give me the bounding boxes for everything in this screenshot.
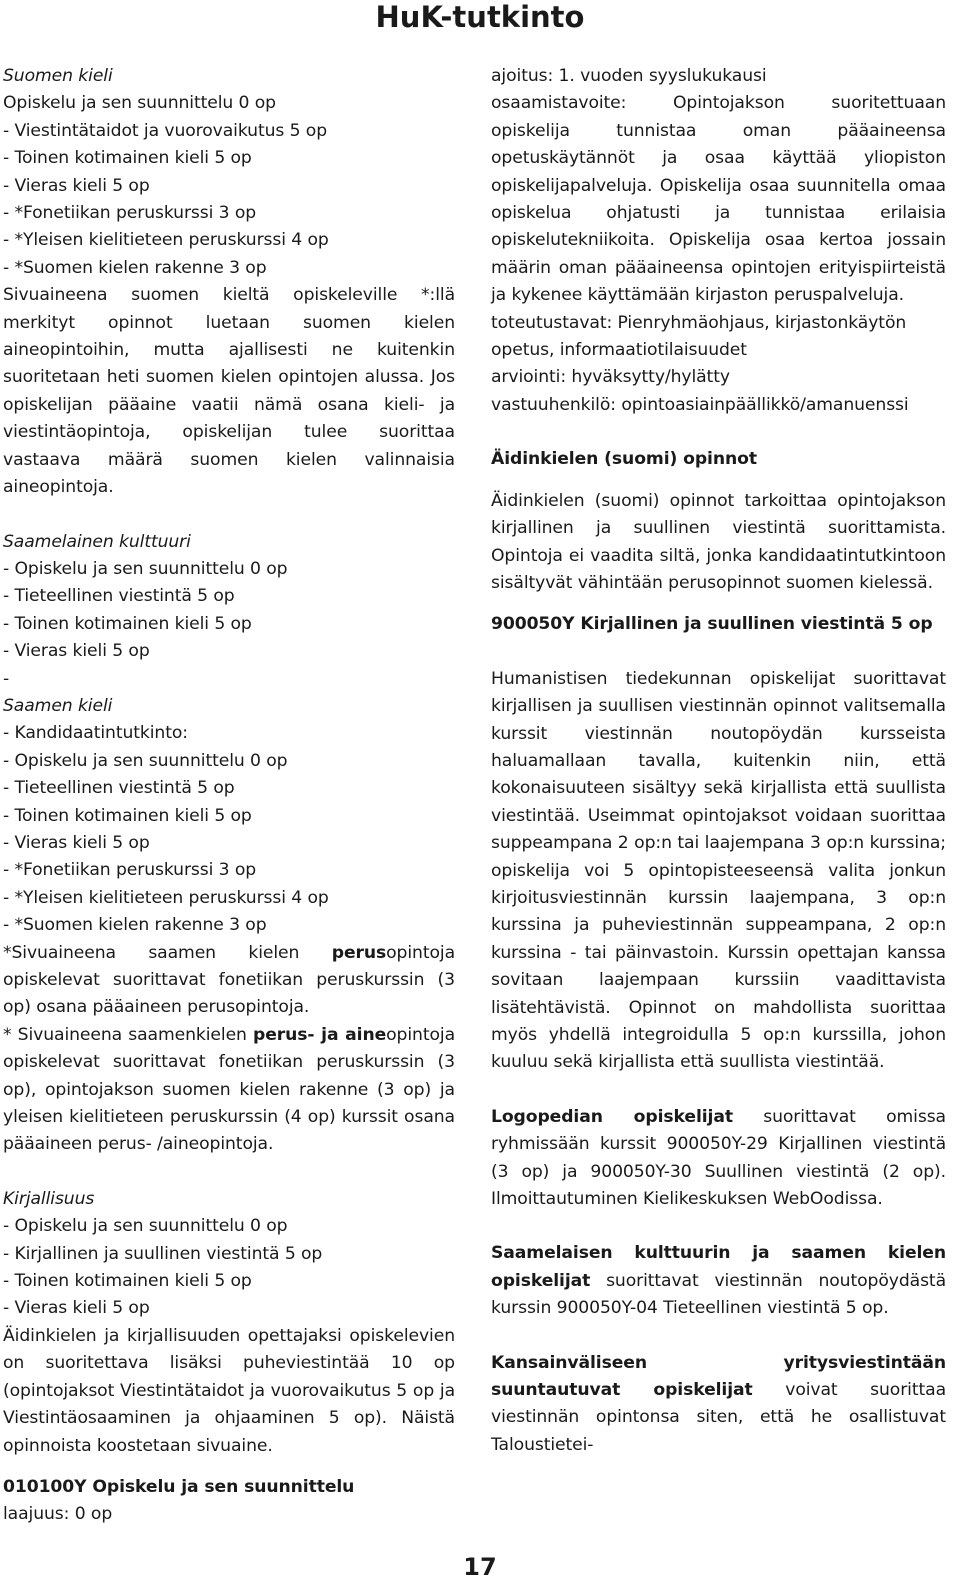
- course-info: [491, 63, 946, 419]
- list-item: - Tieteellinen viestintä 5 op: [3, 778, 235, 799]
- left-column: [3, 63, 455, 1529]
- section-saamelainen-kulttuuri: [3, 529, 455, 693]
- section-suomen-kieli: [3, 63, 455, 502]
- list-item: -: [3, 668, 10, 689]
- right-column: [491, 63, 946, 1459]
- section-text: Äidinkielen (suomi) opinnot tarkoittaa opintojakson kirjallinen ja suullinen viestintä suorittamista. Opintoja ei vaadita siltä, jonka kandidaatintutkintoon sisältyvät vähintään perusopinnot suomen kielessä.: [491, 490, 946, 593]
- course-timing: ajoitus: 1. vuoden syyslukukausi: [491, 66, 767, 86]
- list-item: - Vieras kieli 5 op: [3, 832, 150, 853]
- kansainvalinen-paragraph: Kansainväliseen yritysviestintään suuntautuvat opiskelijat voivat suorittaa viestinnän opintonsa siten, että he osallistuvat Taloustietei-: [491, 1352, 946, 1455]
- logopedia-paragraph: Logopedian opiskelijat suorittavat omissa ryhmissään kurssit 900050Y-29 Kirjallinen viestintä (3 op) ja 900050Y-30 Suullinen viestintä (2 op). Ilmoittautuminen Kielikeskuksen WebOodissa.: [491, 1106, 946, 1210]
- list-item: - Vieras kieli 5 op: [3, 1298, 150, 1319]
- page-number: 17: [463, 1553, 497, 1581]
- course-text: Humanistisen tiedekunnan opiskelijat suorittavat kirjallisen ja suullisen viestinnän opinnot valitsemalla kurssit viestinnän noutopöydän kursseista haluamallaan tavalla, kuitenkin niin, että kokonaisuuteen sisältyy sekä kirjallista että suullista viestintää. Useimmat opintojaksot voidaan suorittaa suppeampana 2 op:n tai laajempana 3 op:n kurssina; opiskelija voi 5 opintopisteeseensä valita jonkun kirjoitusviestinnän kurssin laajempana, 3 op:n kurssina ja puheviestinnän suppeampana, 2 op:n kurssina - tai päinvastoin. Kurssin opettajan kanssa sovitaan laajempaan kurssiin vaadittavista lisätehtävistä. Opinnot on mahdollista suorittaa myös yhdellä integroidulla 5 op:n kurssilla, johon kuuluu sekä kirjallista että suullista viestintää.: [491, 668, 946, 1073]
- list-item: - *Suomen kielen rakenne 3 op: [3, 257, 267, 278]
- section-heading: Saamen kieli: [3, 695, 113, 716]
- section-heading: Kirjallisuus: [3, 1188, 95, 1209]
- list-item: - *Fonetiikan peruskurssi 3 op: [3, 203, 257, 224]
- list-item: - Kirjallinen ja suullinen viestintä 5 op: [3, 1243, 323, 1264]
- course-title: 010100Y Opiskelu ja sen suunnittelu: [3, 1476, 355, 1497]
- saamelaisen-paragraph: Saamelaisen kulttuurin ja saamen kielen opiskelijat suorittavat viestinnän noutopöydästä kurssin 900050Y-04 Tieteellinen viestintä 5 op.: [491, 1243, 946, 1319]
- list-item: - Vieras kieli 5 op: [3, 175, 150, 196]
- section-kirjallisuus: [3, 1186, 455, 1460]
- section-note: Sivuaineena suomen kieltä opiskeleville *:llä merkityt opinnot luetaan suomen kielen aineopintoihin, mutta ajallisesti ne kuitenkin suoritetaan heti suomen kielen opintojen alussa. Jos opiskelijan pääaine vaatii nämä osana kieli- ja viestintäopintoja, opiskelijan tulee suorittaa vastaava määrä suomen kielen valinnaisia aineopintoja.: [3, 285, 455, 498]
- course-responsible: vastuuhenkilö: opintoasiainpäällikkö/amanuenssi: [491, 394, 909, 415]
- course-010100Y: [3, 1474, 455, 1529]
- section-heading: Suomen kieli: [3, 66, 113, 86]
- course-objective: osaamistavoite: Opintojakson suoritettuaan opiskelija tunnistaa oman pääaineensa opetuskäytännöt ja osaa käyttää yliopiston opiskelijapalveluja. Opiskelija osaa suunnitella omaa opiskelua ohjatusti ja tunnistaa erilaisia opiskelutekniikoita. Opiskelija osaa kertoa jossain määrin oman pääaineensa opintojen erityispiirteistä ja kykenee käyttämään kirjaston peruspalveluja.: [491, 93, 946, 306]
- list-item: - Toinen kotimainen kieli 5 op: [3, 1271, 252, 1292]
- section-heading: Saamelainen kulttuuri: [3, 531, 191, 552]
- list-item: Opiskelu ja sen suunnittelu 0 op: [3, 93, 276, 114]
- section-heading: Äidinkielen (suomi) opinnot: [491, 449, 757, 470]
- section-note: Äidinkielen ja kirjallisuuden opettajaksi opiskelevien on suoritettava lisäksi puheviestintää 10 op (opintojaksot Viestintätaidot ja vuorovaikutus 5 op ja Viestintäosaaminen ja ohjaaminen 5 op). Näistä opinnoista koostetaan sivuaine.: [3, 1325, 455, 1456]
- course-scope: laajuus: 0 op: [3, 1504, 113, 1525]
- section-saamen-kieli: [3, 693, 455, 1159]
- list-item: - *Yleisen kielitieteen peruskurssi 4 op: [3, 230, 329, 251]
- list-item: - Tieteellinen viestintä 5 op: [3, 586, 235, 607]
- list-item: - Opiskelu ja sen suunnittelu 0 op: [3, 558, 288, 579]
- list-item: - Opiskelu ja sen suunnittelu 0 op: [3, 1216, 288, 1237]
- list-item: - *Suomen kielen rakenne 3 op: [3, 915, 267, 936]
- list-item: - Toinen kotimainen kieli 5 op: [3, 613, 252, 634]
- section-note: *Sivuaineena saamen kielen perusopintoja opiskelevat suorittavat fonetiikan peruskurssin (3 op) osana pääaineen perusopintoja.: [3, 942, 455, 1018]
- section-note: * Sivuaineena saamenkielen perus- ja aineopintoja opiskelevat suorittavat fonetiikan peruskurssin (3 op), opintojakson suomen kielen rakenne (3 op) ja yleisen kielitieteen peruskurssin (4 op) kurssit osana pääaineen perus- /aineopintoja.: [3, 1024, 455, 1155]
- course-heading: 900050Y Kirjallinen ja suullinen viestintä 5 op: [491, 614, 933, 635]
- list-item: - Vieras kieli 5 op: [3, 641, 150, 662]
- list-item: - *Yleisen kielitieteen peruskurssi 4 op: [3, 887, 329, 908]
- course-assessment: arviointi: hyväksytty/hylätty: [491, 367, 730, 388]
- list-item: - Toinen kotimainen kieli 5 op: [3, 148, 252, 169]
- page-title: HuK-tutkinto: [375, 0, 585, 34]
- page-header: [0, 0, 960, 34]
- list-item: - Toinen kotimainen kieli 5 op: [3, 805, 252, 826]
- list-item: - Kandidaatintutkinto:: [3, 723, 188, 744]
- list-item: - *Fonetiikan peruskurssi 3 op: [3, 860, 257, 881]
- course-900050Y: [491, 611, 946, 1077]
- course-implementation: toteutustavat: Pienryhmäohjaus, kirjastonkäytön opetus, informaatiotilaisuudet: [491, 312, 907, 361]
- section-aidinkieli: [491, 446, 946, 597]
- list-item: - Opiskelu ja sen suunnittelu 0 op: [3, 750, 288, 771]
- list-item: - Viestintätaidot ja vuorovaikutus 5 op: [3, 120, 328, 141]
